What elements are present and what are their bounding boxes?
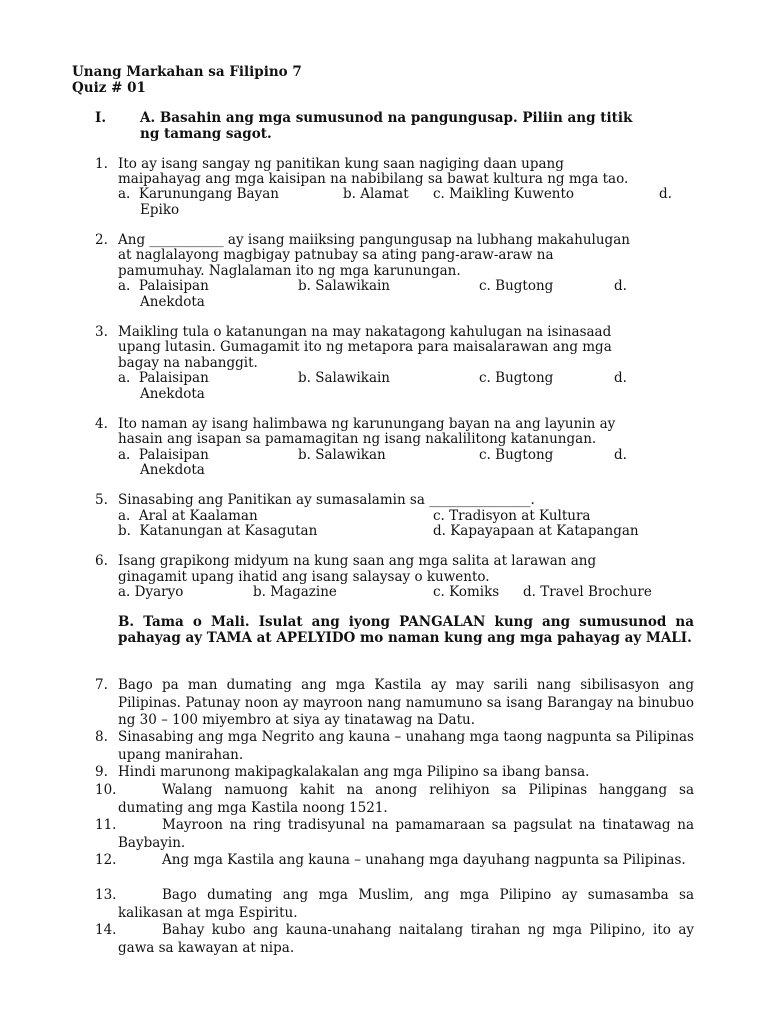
statement-text: Ang mga Kastila ang kauna – unahang mga dayuhang nagpunta sa Pilipinas. xyxy=(162,852,686,868)
question-number: 1. xyxy=(95,156,108,172)
choice-c: c. Tradisyon at Kultura xyxy=(433,508,591,524)
statement-text: Sinasabing ang mga Negrito ang kauna – unahang mga taong nagpunta sa Pilipinas upang manirahan. xyxy=(118,729,694,763)
item-number: 10. xyxy=(95,782,117,798)
statement-text: Mayroon na ring tradisyunal na pamamaraan sa pagsulat na tinatawag na Baybayin. xyxy=(118,817,694,851)
part-a-instruction-cont: ng tamang sagot. xyxy=(140,126,272,142)
question-text: Maikling tula o katanungan na may nakatagong kahulugan na isinasaad xyxy=(118,324,612,340)
choice-d: d. Kapayapaan at Katapangan xyxy=(433,523,639,539)
quiz-number: Quiz # 01 xyxy=(72,80,146,96)
choice-d-text: Anekdota xyxy=(140,386,205,402)
choice-c: c. Komiks xyxy=(433,584,500,600)
question-text: Ito naman ay isang halimbawa ng karunungang bayan na ang layunin ay xyxy=(118,416,616,432)
choice-b: b. Katanungan at Kasagutan xyxy=(118,523,318,539)
question-text: ginagamit upang ihatid ang isang salaysay o kuwento. xyxy=(118,569,490,585)
choice-d-text: Anekdota xyxy=(140,294,205,310)
choice-d-text: Epiko xyxy=(140,202,180,218)
choice-b: b. Magazine xyxy=(253,584,337,600)
item-number: 14. xyxy=(95,922,117,938)
part-b-instruction: B. Tama o Mali. Isulat ang iyong PANGALAN kung ang sumusunod na pahayag ay TAMA at APELYIDO mo naman kung ang mga pahayag ay MALI. xyxy=(118,614,694,646)
choice-d: d. xyxy=(614,447,627,463)
question-text: hasain ang isapan sa pamamagitan ng isang nakalilitong katanungan. xyxy=(118,431,597,447)
statement-text: Hindi marunong makipagkalakalan ang mga Pilipino sa ibang bansa. xyxy=(118,764,590,780)
question-number: 3. xyxy=(95,324,108,340)
choice-b: b. Salawikan xyxy=(298,447,386,463)
choice-c: c. Bugtong xyxy=(479,278,554,294)
choice-b: b. Salawikain xyxy=(298,278,391,294)
choice-d-text: Anekdota xyxy=(140,462,205,478)
part-a-instruction: A. Basahin ang mga sumusunod na pangungusap. Piliin ang titik xyxy=(140,110,633,126)
choice-b: b. Alamat xyxy=(343,186,409,202)
choice-d: d. xyxy=(614,278,627,294)
choice-c: c. Maikling Kuwento xyxy=(433,186,575,202)
choice-a: a. Palaisipan xyxy=(118,278,209,294)
item-number: 7. xyxy=(95,677,108,693)
choice-d: d. Travel Brochure xyxy=(523,584,652,600)
question-number: 5. xyxy=(95,492,108,508)
question-number: 4. xyxy=(95,416,108,432)
part-roman-numeral: I. xyxy=(95,110,107,126)
choice-b: b. Salawikain xyxy=(298,370,391,386)
choice-a: a. Palaisipan xyxy=(118,370,209,386)
choice-c: c. Bugtong xyxy=(479,370,554,386)
choice-c: c. Bugtong xyxy=(479,447,554,463)
item-number: 9. xyxy=(95,764,108,780)
question-text: upang lutasin. Gumagamit ito ng metapora para maisalarawan ang mga xyxy=(118,339,612,355)
question-number: 2. xyxy=(95,232,108,248)
question-text: Ang ___________ ay isang maiiksing pangungusap na lubhang makahulugan xyxy=(118,232,630,248)
question-number: 6. xyxy=(95,553,108,569)
item-number: 13. xyxy=(95,887,117,903)
question-text: Sinasabing ang Panitikan ay sumasalamin sa _______________. xyxy=(118,492,535,508)
choice-d: d. xyxy=(659,186,672,202)
question-text: pamumuhay. Naglalaman ito ng mga karunungan. xyxy=(118,263,461,279)
statement-text: Bago dumating ang mga Muslim, ang mga Pilipino ay sumasamba sa kalikasan at mga Espiritu. xyxy=(118,887,694,921)
item-number: 12. xyxy=(95,852,117,868)
question-text: at naglalayong magbigay patnubay sa ating pang-araw-araw na xyxy=(118,247,554,263)
choice-d: d. xyxy=(614,370,627,386)
choice-a: a. Dyaryo xyxy=(118,584,184,600)
question-text: bagay na nabanggit. xyxy=(118,355,258,371)
item-number: 11. xyxy=(95,817,117,833)
statement-text: Bago pa man dumating ang mga Kastila ay may sarili nang sibilisasyon ang Pilipinas. Patunay noon ay mayroon nang namumuno sa isang Barangay na binubuo ng 30 – 100 miyembro at siya ay tinatawag na Datu. xyxy=(118,677,694,728)
question-text: maipahayag ang mga kaisipan na nabibilang sa bawat kultura ng mga tao. xyxy=(118,171,629,187)
choice-a: a. Palaisipan xyxy=(118,447,209,463)
question-text: Ito ay isang sangay ng panitikan kung saan nagiging daan upang xyxy=(118,156,564,172)
question-text: Isang grapikong midyum na kung saan ang mga salita at larawan ang xyxy=(118,553,597,569)
document-title: Unang Markahan sa Filipino 7 xyxy=(72,64,302,80)
statement-text: Bahay kubo ang kauna-unahang naitalang tirahan ng mga Pilipino, ito ay gawa sa kawayan at nipa. xyxy=(118,922,694,956)
choice-a: a. Aral at Kaalaman xyxy=(118,508,258,524)
choice-a: a. Karunungang Bayan xyxy=(118,186,279,202)
item-number: 8. xyxy=(95,729,108,745)
statement-text: Walang namuong kahit na anong relihiyon sa Pilipinas hanggang sa dumating ang mga Kastila noong 1521. xyxy=(118,782,694,816)
